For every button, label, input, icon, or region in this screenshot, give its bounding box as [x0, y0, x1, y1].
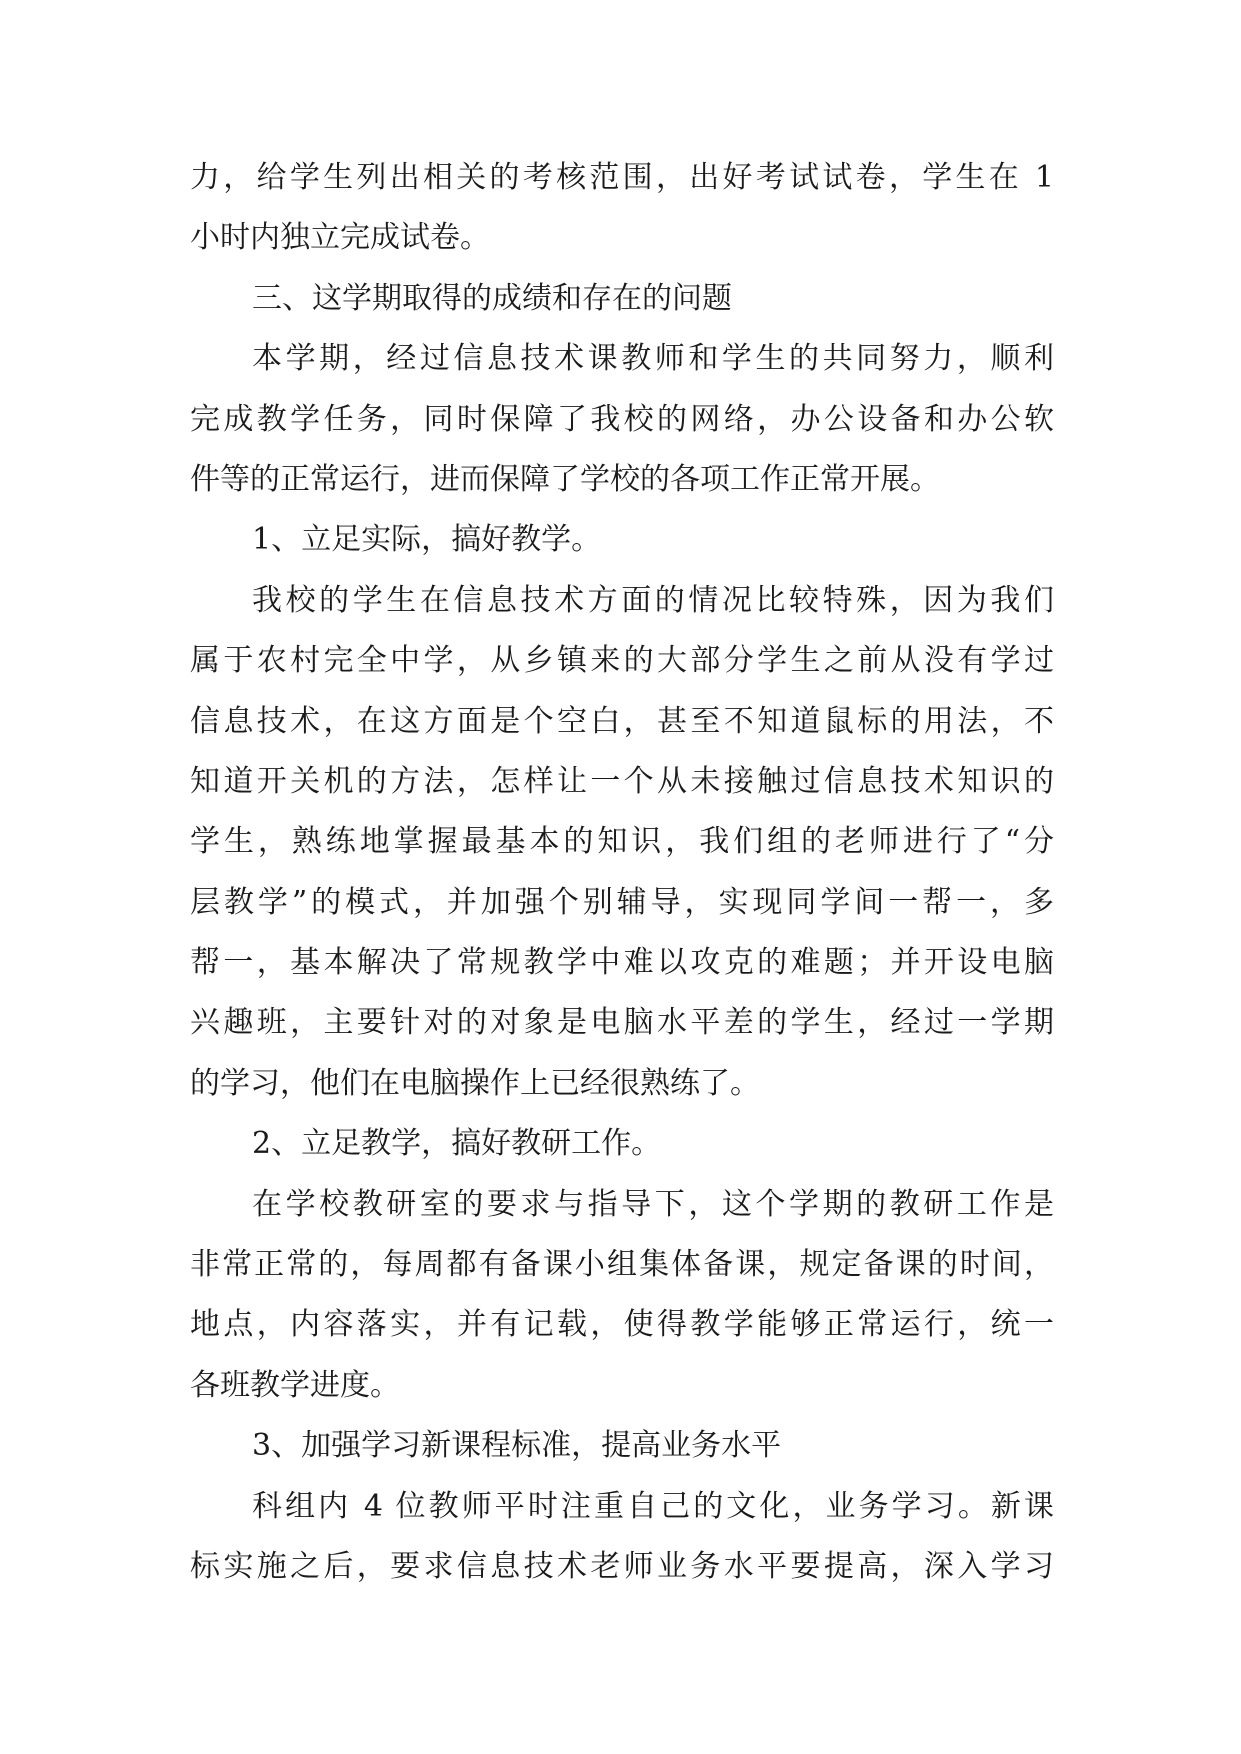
text-line: 知道开关机的方法，怎样让一个从未接触过信息技术知识的	[190, 763, 1054, 799]
text-line: 帮一，基本解决了常规教学中难以攻克的难题；并开设电脑	[190, 945, 1054, 981]
text-line: 各班教学进度。	[190, 1367, 400, 1403]
section-heading: 三、这学期取得的成绩和存在的问题	[252, 280, 732, 316]
text-line: 属于农村完全中学，从乡镇来的大部分学生之前从没有学过	[190, 643, 1054, 679]
text-line: 的学习，他们在电脑操作上已经很熟练了。	[190, 1065, 760, 1101]
text-line: 件等的正常运行，进而保障了学校的各项工作正常开展。	[190, 461, 940, 497]
text-line: 标实施之后，要求信息技术老师业务水平要提高，深入学习	[190, 1548, 1054, 1584]
text-line: 地点，内容落实，并有记载，使得教学能够正常运行，统一	[190, 1307, 1054, 1343]
subsection-heading: 3、加强学习新课程标准，提高业务水平	[252, 1428, 782, 1464]
text-line: 学生，熟练地掌握最基本的知识，我们组的老师进行了“分	[190, 824, 1054, 860]
subsection-heading: 2、立足教学，搞好教研工作。	[252, 1126, 662, 1162]
text-line: 在学校教研室的要求与指导下，这个学期的教研工作是	[252, 1186, 1054, 1222]
subsection-heading: 1、立足实际，搞好教学。	[252, 522, 602, 558]
text-line: 本学期，经过信息技术课教师和学生的共同努力，顺利	[252, 341, 1054, 377]
body-text	[190, 148, 1054, 1597]
text-line: 非常正常的，每周都有备课小组集体备课，规定备课的时间，	[190, 1247, 1054, 1283]
text-line: 层教学”的模式，并加强个别辅导，实现同学间一帮一，多	[190, 884, 1054, 920]
text-line: 力，给学生列出相关的考核范围，出好考试试卷，学生在 1	[190, 160, 1054, 195]
text-line: 完成教学任务，同时保障了我校的网络，办公设备和办公软	[190, 401, 1054, 437]
text-line: 科组内 4 位教师平时注重自己的文化，业务学习。新课	[252, 1488, 1054, 1524]
text-line: 小时内独立完成试卷。	[190, 220, 490, 256]
text-line: 信息技术，在这方面是个空白，甚至不知道鼠标的用法，不	[190, 703, 1054, 739]
text-line: 我校的学生在信息技术方面的情况比较特殊，因为我们	[252, 582, 1054, 618]
text-line: 兴趣班，主要针对的对象是电脑水平差的学生，经过一学期	[190, 1005, 1054, 1041]
